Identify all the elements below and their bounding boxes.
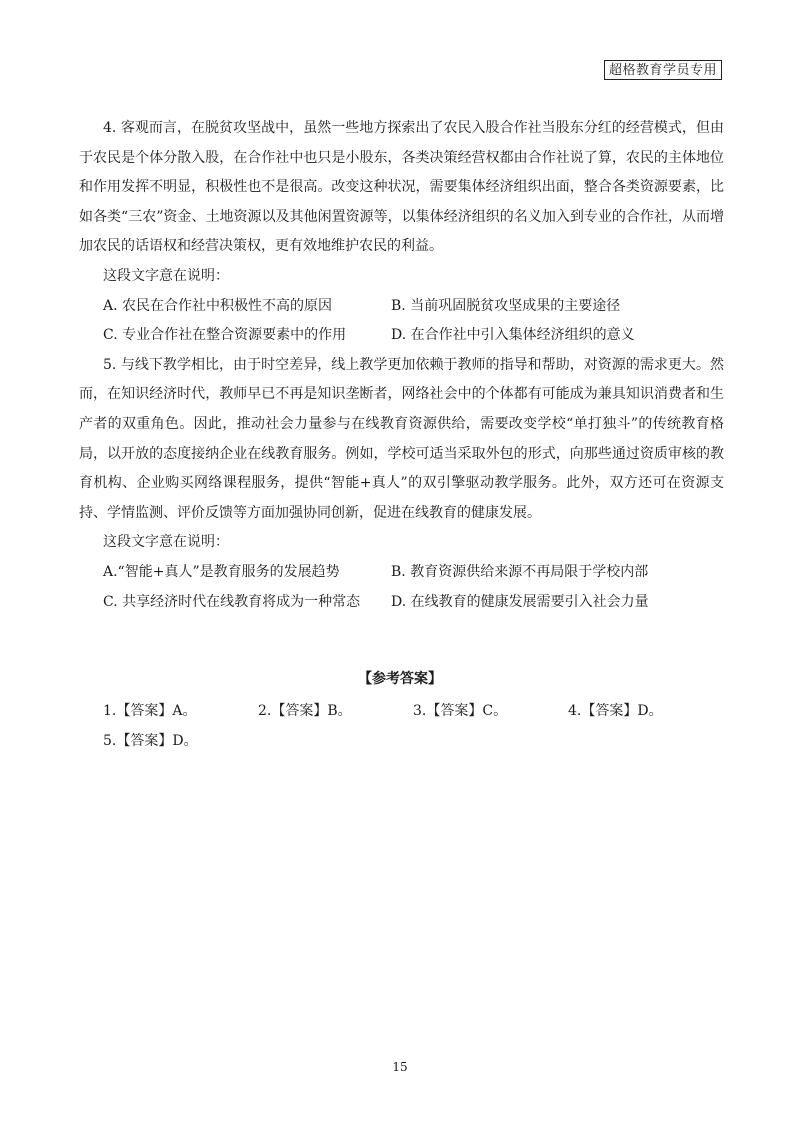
answer-item: 4.【答案】D。 bbox=[568, 703, 663, 719]
option-b: B. 当前巩固脱贫攻坚成果的主要途径 bbox=[391, 297, 621, 314]
question-content bbox=[79, 114, 724, 617]
question-4-prompt: 这段文字意在说明： bbox=[103, 267, 229, 284]
option-a: A. 农民在合作社中积极性不高的原因 bbox=[103, 297, 333, 314]
option-d: D. 在线教育的健康发展需要引入社会力量 bbox=[391, 593, 649, 610]
answer-item: 1.【答案】A。 bbox=[103, 703, 197, 719]
answer-item: 5.【答案】D。 bbox=[103, 733, 198, 749]
question-5-prompt: 这段文字意在说明： bbox=[103, 534, 229, 551]
page-number: 15 bbox=[392, 1060, 408, 1074]
option-a: A.“智能+真人”是教育服务的发展趋势 bbox=[103, 563, 340, 580]
option-b: B. 教育资源供给来源不再局限于学校内部 bbox=[391, 563, 649, 580]
answer-key-title: 【参考答案】 bbox=[358, 671, 442, 687]
question-4-text: 4. 客观而言，在脱贫攻坚战中，虽然一些地方探索出了农民入股合作社当股东分红的经营模式，但由于农民是个体分散入股，在合作社中也只是小股东，各类决策经营权都由合作社说了算，农民的主体地位和作用发挥不明显，积极性也不是很高。改变这种状况，需要集体经济组织出面，整合各类资源要素，比如各类“三农”资金、土地资源以及其他闲置资源等，以集体经济组织的名义加入到专业的合作社，从而增加农民的话语权和经营决策权，更有效地维护农民的利益。 bbox=[79, 120, 724, 255]
option-c: C. 专业合作社在整合资源要素中的作用 bbox=[103, 327, 347, 344]
option-d: D. 在合作社中引入集体经济组织的意义 bbox=[391, 327, 635, 344]
option-c: C. 共享经济时代在线教育将成为一种常态 bbox=[103, 593, 361, 610]
answer-item: 2.【答案】B。 bbox=[258, 703, 352, 719]
watermark-badge: 超格教育学员专用 bbox=[604, 60, 722, 80]
question-5-text: 5. 与线下教学相比，由于时空差异，线上教学更加依赖于教师的指导和帮助，对资源的需求更大。然而，在知识经济时代，教师早已不再是知识垄断者，网络社会中的个体都有可能成为兼具知识消费者和生产者的双重角色。因此，推动社会力量参与在线教育资源供给，需要改变学校“单打独斗”的传统教育格局，以开放的态度接纳企业在线教育服务。例如，学校可适当采取外包的形式，向那些通过资质审核的教育机构、企业购买网络课程服务，提供“智能+真人”的双引擎驱动教学服务。此外，双方还可在资源支持、学情监测、评价反馈等方面加强协同创新，促进在线教育的健康发展。 bbox=[79, 356, 724, 521]
question-4-options bbox=[79, 292, 724, 351]
answer-key-list bbox=[103, 696, 723, 756]
answer-item: 3.【答案】C。 bbox=[413, 703, 508, 719]
question-5-options bbox=[79, 558, 724, 617]
